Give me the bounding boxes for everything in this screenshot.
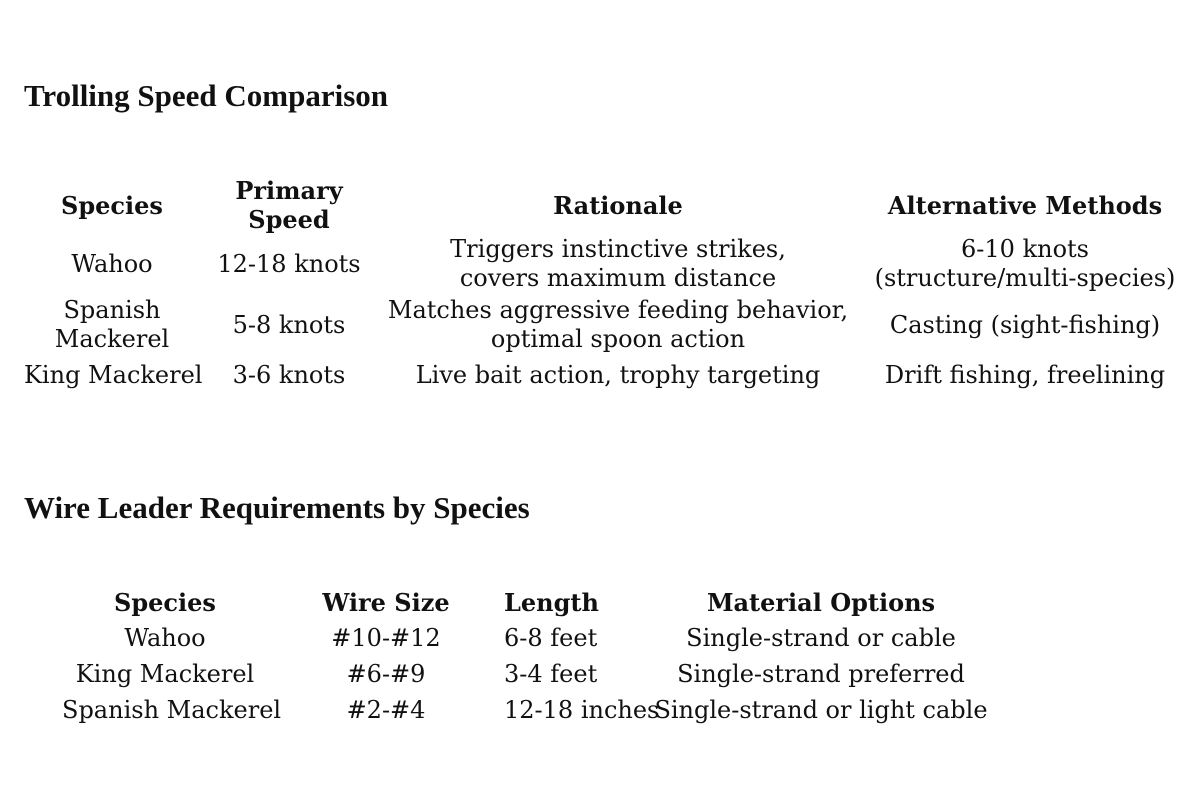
header-wire-size: Wire Size — [322, 587, 450, 617]
cell-material: Single-strand or light cable — [654, 695, 988, 724]
header-species: Species — [61, 190, 163, 220]
wire-leader-title: Wire Leader Requirements by Species — [24, 490, 530, 525]
wire-leader-table — [62, 584, 1062, 728]
table-row — [62, 692, 1062, 728]
cell-rationale: Matches aggressive feeding behavior, optimal spoon action — [387, 296, 849, 353]
table-row — [24, 234, 1192, 294]
trolling-speed-title: Trolling Speed Comparison — [24, 78, 389, 113]
table-row — [24, 356, 1192, 394]
cell-alternative: 6-10 knots (structure/multi-species) — [874, 235, 1176, 292]
header-primary-speed: Primary Speed — [235, 176, 343, 234]
cell-species: Wahoo — [124, 623, 206, 652]
cell-wire-size: #10-#12 — [331, 623, 441, 652]
cell-species: Spanish Mackerel — [54, 296, 170, 353]
header-rationale: Rationale — [553, 190, 683, 220]
cell-species: King Mackerel — [24, 360, 203, 389]
header-material-options: Material Options — [706, 587, 936, 617]
header-species: Species — [114, 587, 216, 617]
table-row — [24, 294, 1192, 356]
cell-species: King Mackerel — [75, 659, 255, 688]
cell-speed: 12-18 knots — [217, 249, 361, 278]
cell-rationale: Live bait action, trophy targeting — [415, 360, 821, 389]
cell-wire-size: #2-#4 — [346, 695, 426, 724]
cell-speed: 5-8 knots — [232, 310, 346, 339]
header-length: Length — [504, 587, 599, 617]
table-header-row — [24, 176, 1192, 234]
cell-alternative: Drift fishing, freelining — [884, 360, 1166, 389]
header-alternative-methods: Alternative Methods — [887, 190, 1163, 220]
cell-speed: 3-6 knots — [232, 360, 346, 389]
cell-length: 3-4 feet — [504, 659, 598, 688]
cell-wire-size: #6-#9 — [346, 659, 426, 688]
cell-material: Single-strand or cable — [686, 623, 956, 652]
cell-alternative: Casting (sight-fishing) — [889, 310, 1161, 339]
cell-rationale: Triggers instinctive strikes, covers maximum distance — [450, 235, 786, 292]
cell-material: Single-strand preferred — [677, 659, 965, 688]
cell-length: 12-18 inches — [504, 695, 660, 724]
table-row — [62, 620, 1062, 656]
table-header-row — [62, 584, 1062, 620]
table-row — [62, 656, 1062, 692]
trolling-speed-table — [24, 176, 1192, 394]
cell-length: 6-8 feet — [504, 623, 598, 652]
cell-species: Spanish Mackerel — [62, 695, 282, 724]
cell-species: Wahoo — [71, 249, 153, 278]
